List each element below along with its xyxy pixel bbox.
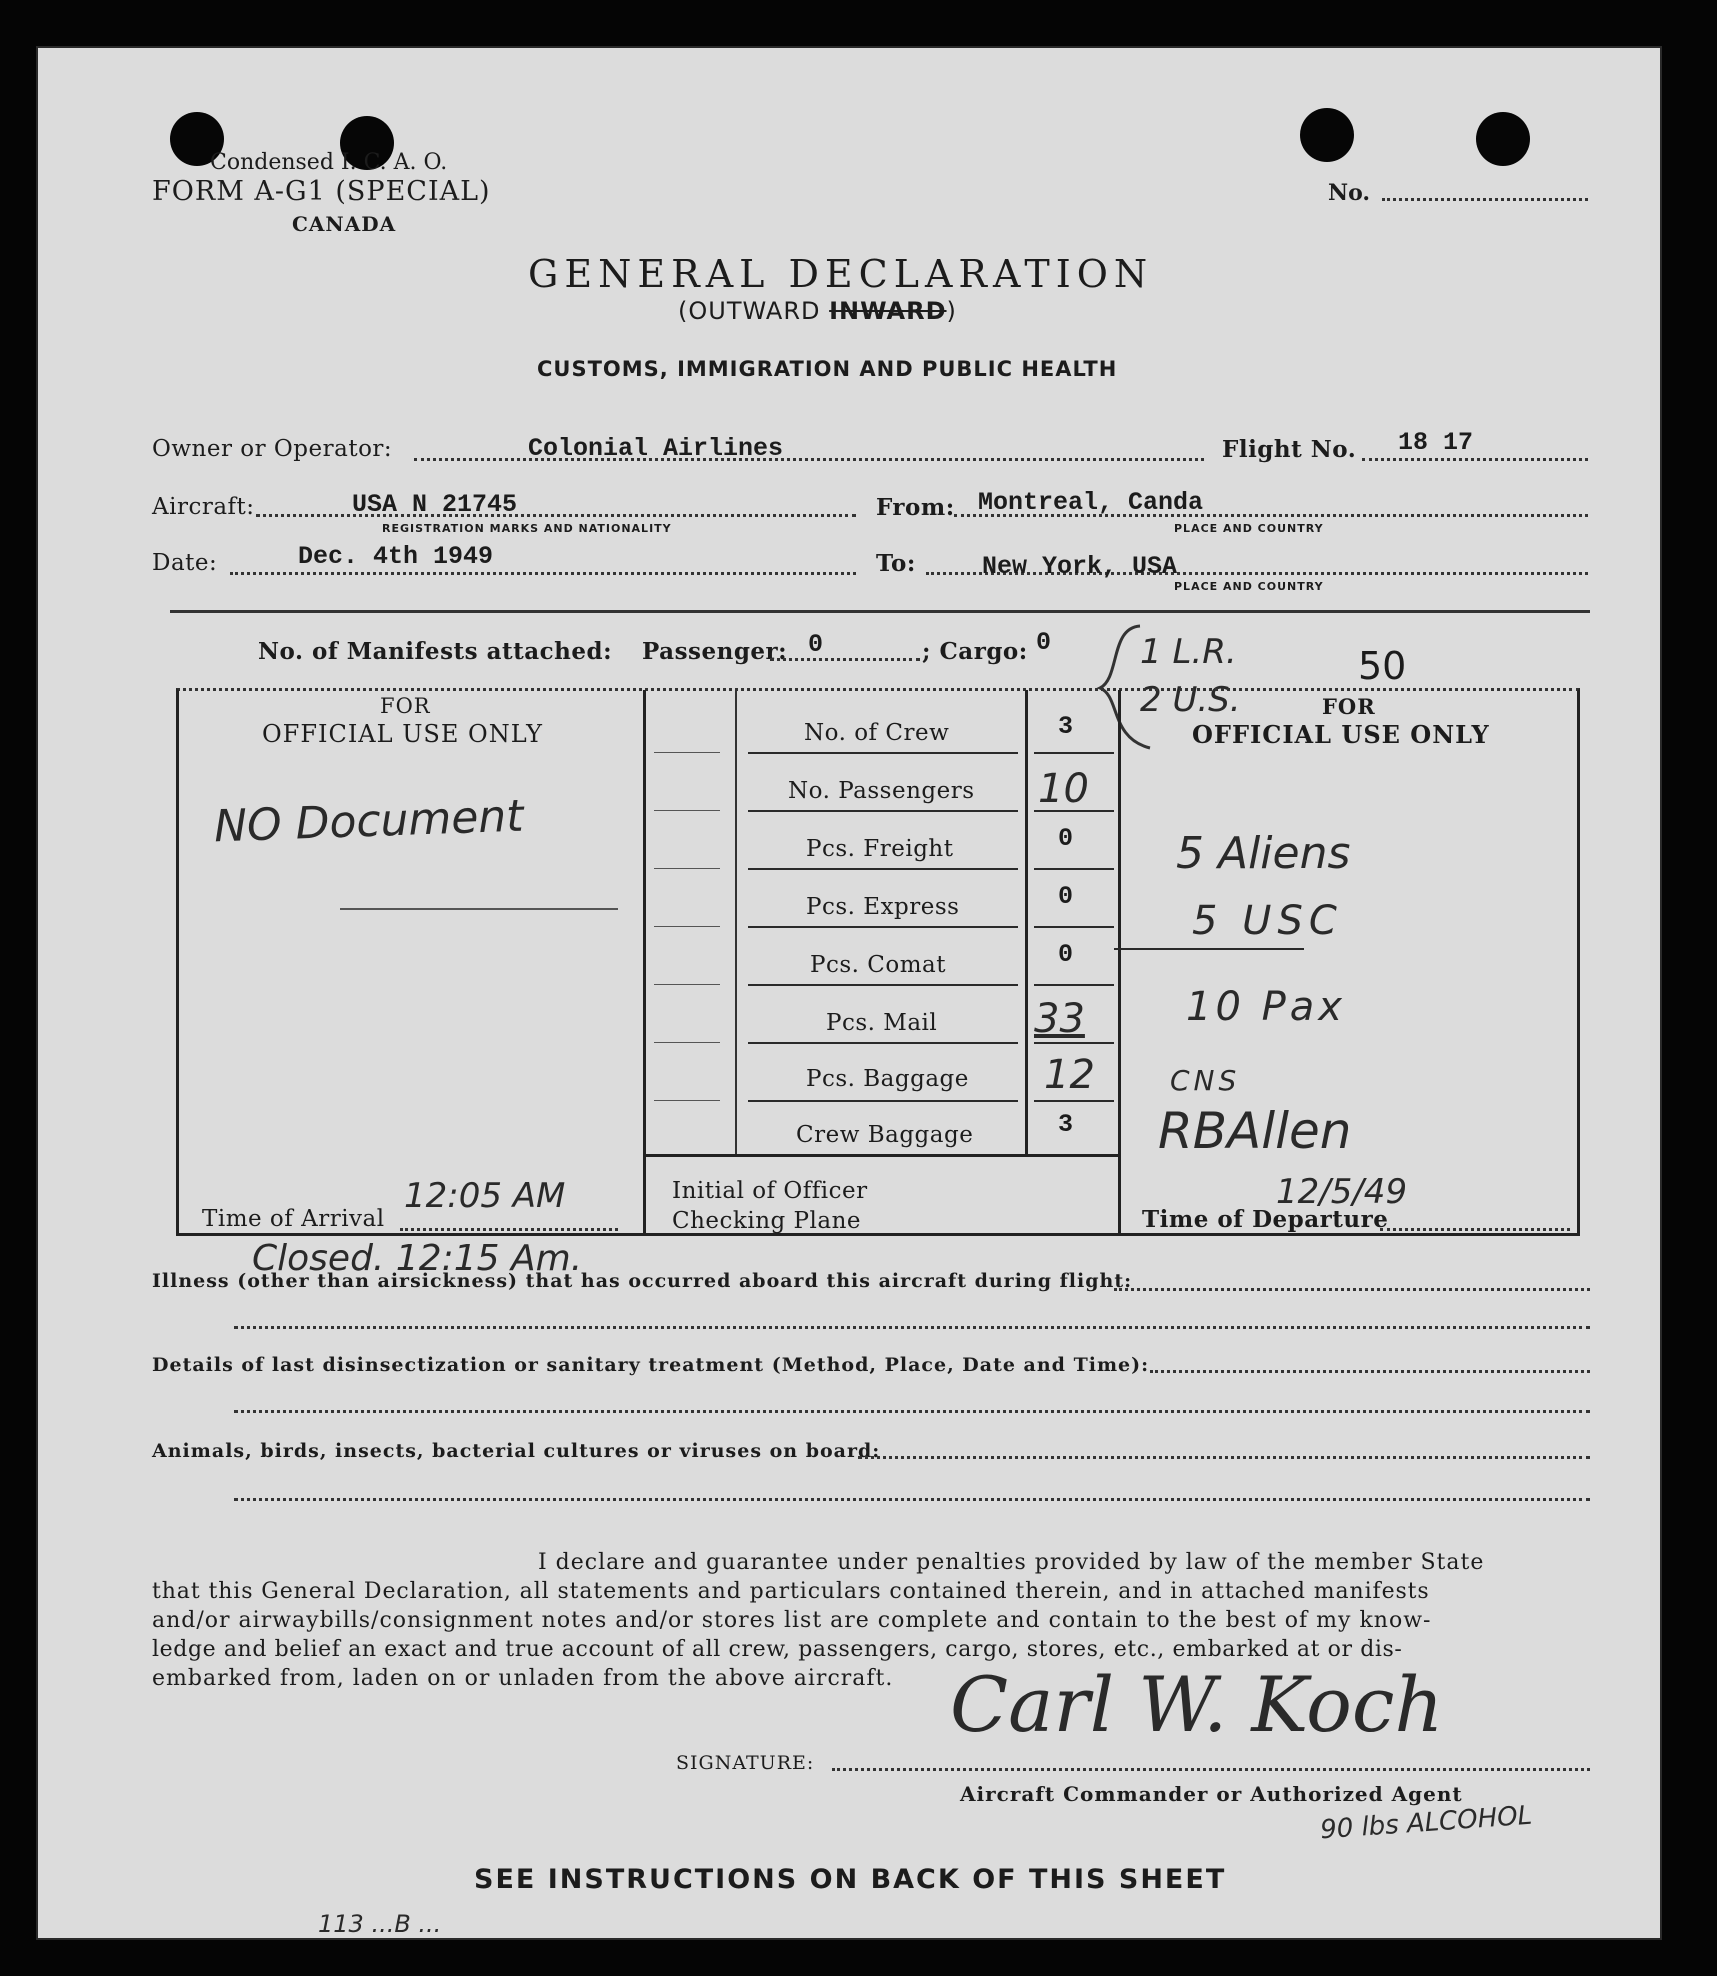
- footer-instructions: SEE INSTRUCTIONS ON BACK OF THIS SHEET: [474, 1864, 1227, 1895]
- cargo-manifest-label: ; Cargo:: [922, 638, 1028, 665]
- subheading: CUSTOMS, IMMIGRATION AND PUBLIC HEALTH: [537, 357, 1118, 381]
- tick-line-2: [654, 810, 720, 811]
- tick-line-3: [654, 868, 720, 869]
- departure-date-note: 12/5/49: [1276, 1172, 1408, 1212]
- declaration-line-5: embarked from, laden on or unladen from the above aircraft.: [152, 1666, 894, 1691]
- arrival-time-note: 12:05 AM: [404, 1176, 566, 1216]
- row-line-5: [748, 984, 1018, 986]
- cns-note: CNS: [1170, 1064, 1241, 1097]
- declaration-line-1: I declare and guarantee under penalties provided by law of the member State: [538, 1550, 1485, 1575]
- tick-line-4: [654, 926, 720, 927]
- aircraft-value[interactable]: USA N 21745: [352, 490, 518, 519]
- animals-field-line[interactable]: [858, 1456, 1590, 1459]
- country-label: CANADA: [292, 212, 397, 236]
- table-divider-mid-1: [1025, 690, 1028, 1154]
- date-value[interactable]: Dec. 4th 1949: [298, 542, 494, 571]
- signature-label: SIGNATURE:: [676, 1752, 815, 1774]
- left-official-header-1: FOR: [380, 694, 431, 718]
- signature-caption: Aircraft Commander or Authorized Agent: [960, 1782, 1463, 1806]
- declaration-line-3: and/or airwaybills/consignment notes and/or stores list are complete and contain to the best of my know-: [152, 1608, 1432, 1633]
- subtitle-outward: (OUTWARD: [678, 297, 821, 325]
- passengers-value[interactable]: 10: [1038, 766, 1089, 812]
- disinsect-field-line[interactable]: [1150, 1370, 1590, 1373]
- passenger-manifest-value[interactable]: 0: [808, 630, 824, 659]
- express-value[interactable]: 0: [1058, 882, 1074, 911]
- row-label: Pcs. Express: [806, 894, 960, 920]
- row-line-3: [748, 868, 1018, 870]
- tick-line-1: [654, 752, 720, 753]
- subtitle-inward-struck: INWARD: [829, 297, 947, 325]
- value-line-3: [1034, 868, 1114, 870]
- tick-line-5: [654, 984, 720, 985]
- condensed-label: Condensed I. C. A. O.: [210, 150, 448, 175]
- alcohol-note: 90 lbs ALCOHOL: [1319, 1800, 1534, 1846]
- aircraft-label: Aircraft:: [152, 494, 255, 520]
- declaration-line-2: that this General Declaration, all statements and particulars contained therein, and in attached manifests: [152, 1579, 1430, 1604]
- value-line-2: [1034, 810, 1114, 812]
- owner-value[interactable]: Colonial Airlines: [528, 434, 784, 463]
- row-label: Pcs. Freight: [806, 836, 954, 862]
- time-of-departure-line: [1380, 1228, 1570, 1231]
- declaration-line-4: ledge and belief an exact and true account of all crew, passengers, cargo, stores, etc., embarked at or dis-: [152, 1637, 1403, 1662]
- mail-value[interactable]: 33: [1034, 996, 1085, 1042]
- pax-note: 10 Pax: [1186, 984, 1346, 1030]
- subtitle: [678, 297, 957, 325]
- value-line-5: [1034, 984, 1114, 986]
- form-number: FORM A-G1 (SPECIAL): [152, 176, 491, 207]
- aircraft-caption: REGISTRATION MARKS AND NATIONALITY: [382, 522, 672, 535]
- date-label: Date:: [152, 550, 218, 576]
- row-line-6: [748, 1042, 1018, 1044]
- bottom-scribble: 113 ...B ...: [318, 1910, 442, 1938]
- page-title: GENERAL DECLARATION: [528, 252, 1154, 296]
- passenger-manifest-label: Passenger:: [642, 638, 788, 665]
- flight-label: Flight No.: [1222, 436, 1357, 463]
- no-label: No.: [1328, 180, 1371, 206]
- row-label: Pcs. Comat: [810, 952, 946, 978]
- disinsect-label: Details of last disinsectization or sanitary treatment (Method, Place, Date and Time):: [152, 1354, 1150, 1376]
- time-of-departure-label: Time of Departure: [1142, 1206, 1389, 1233]
- illness-field-line-2[interactable]: [234, 1326, 1590, 1329]
- usc-underline: [1114, 948, 1304, 950]
- crew-baggage-value[interactable]: 3: [1058, 1110, 1074, 1139]
- value-line-4: [1034, 926, 1114, 928]
- date-field-line: [230, 572, 856, 575]
- no-field[interactable]: [1382, 198, 1588, 201]
- right-official-header-2: OFFICIAL USE ONLY: [1192, 720, 1490, 749]
- row-line-4: [748, 926, 1018, 928]
- initial-officer-label-2: Checking Plane: [672, 1208, 862, 1234]
- from-label: From:: [876, 494, 955, 521]
- illness-field-line[interactable]: [1114, 1288, 1590, 1291]
- tick-line-7: [654, 1100, 720, 1101]
- illness-label: Illness (other than airsickness) that has occurred aboard this aircraft during flight:: [152, 1270, 1133, 1292]
- value-line-6: [1034, 1042, 1114, 1044]
- table-divider-left-2: [735, 690, 737, 1154]
- row-label: No. of Crew: [804, 720, 950, 746]
- to-value[interactable]: New York, USA: [982, 552, 1178, 581]
- commander-signature: Carl W. Koch: [950, 1660, 1444, 1749]
- freight-value[interactable]: 0: [1058, 824, 1074, 853]
- flight-field-line: [1362, 458, 1588, 461]
- header-divider: [170, 610, 1590, 613]
- animals-field-line-2[interactable]: [234, 1498, 1590, 1501]
- cargo-note-1: 1 L.R.: [1140, 632, 1237, 672]
- row-line-2: [748, 810, 1018, 812]
- value-line-1: [1034, 752, 1114, 754]
- usc-note: 5 USC: [1192, 898, 1343, 944]
- row-label: Pcs. Mail: [826, 1010, 938, 1036]
- row-line-8: [646, 1154, 1118, 1157]
- baggage-value[interactable]: 12: [1044, 1052, 1095, 1098]
- manifests-label: No. of Manifests attached:: [258, 638, 613, 665]
- flight-value[interactable]: 18 17: [1398, 428, 1474, 457]
- value-line-7: [1034, 1100, 1114, 1102]
- comat-value[interactable]: 0: [1058, 940, 1074, 969]
- signature-field-line[interactable]: [832, 1768, 1590, 1771]
- cargo-note-2: 2 U.S.: [1140, 680, 1241, 720]
- left-official-header-2: OFFICIAL USE ONLY: [262, 720, 543, 748]
- cargo-note-number: 50: [1358, 644, 1407, 688]
- animals-label: Animals, birds, insects, bacterial cultures or viruses on board:: [152, 1440, 881, 1462]
- tick-line-6: [654, 1042, 720, 1043]
- time-of-arrival-line: [400, 1228, 618, 1231]
- closed-note: Closed. 12:15 Am.: [252, 1238, 583, 1279]
- aliens-note: 5 Aliens: [1176, 828, 1351, 879]
- disinsect-field-line-2[interactable]: [234, 1410, 1590, 1413]
- no-document-underline: [340, 908, 618, 910]
- from-caption: PLACE AND COUNTRY: [1174, 522, 1324, 535]
- punch-hole-4: [1476, 112, 1530, 166]
- crew-value[interactable]: 3: [1058, 712, 1074, 741]
- owner-label: Owner or Operator:: [152, 436, 393, 462]
- row-label: No. Passengers: [788, 778, 975, 804]
- from-value[interactable]: Montreal, Canda: [978, 488, 1204, 517]
- officer-signature: RBAllen: [1158, 1102, 1352, 1160]
- no-document-note: NO Document: [213, 790, 525, 853]
- aircraft-field-line: [256, 514, 856, 517]
- to-caption: PLACE AND COUNTRY: [1174, 580, 1324, 593]
- cargo-manifest-value[interactable]: 0: [1036, 628, 1052, 657]
- right-official-header-1: FOR: [1322, 694, 1376, 719]
- row-label: Pcs. Baggage: [806, 1066, 969, 1092]
- to-label: To:: [876, 550, 916, 577]
- row-label: Crew Baggage: [796, 1122, 974, 1148]
- time-of-arrival-label: Time of Arrival: [202, 1206, 385, 1232]
- table-divider-mid-2: [1118, 690, 1121, 1236]
- passenger-manifest-line: [770, 658, 920, 661]
- row-line-7: [748, 1100, 1018, 1102]
- punch-hole-3: [1300, 108, 1354, 162]
- subtitle-close: ): [946, 297, 957, 325]
- initial-officer-label-1: Initial of Officer: [672, 1178, 868, 1204]
- row-line-1: [748, 752, 1018, 754]
